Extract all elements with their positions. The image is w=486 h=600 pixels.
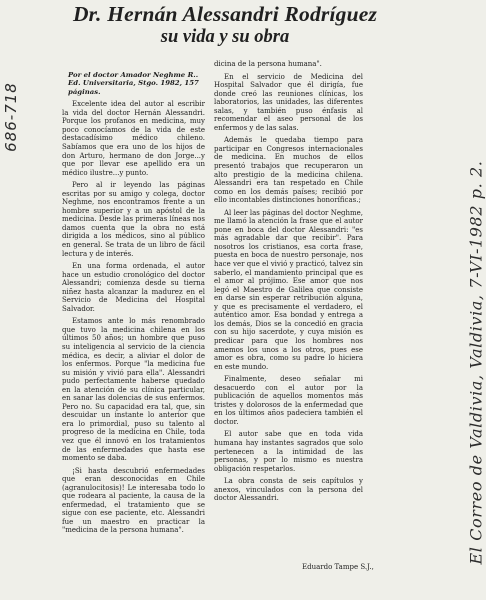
- paragraph: La obra consta de seis capítulos y anexos, vinculados con la persona del doctor Alessandri.: [214, 477, 363, 503]
- author-signature: Eduardo Tampe S.J.,: [302, 563, 374, 571]
- handwritten-catalog-number: 686-718: [1, 82, 20, 152]
- paragraph: En el servicio de Medicina del Hospital Salvador que él dirigía, fue donde creó las reuniones clínicas, los laboratorios, las unidades, las diferentes salas, y también puso énfasis al recomendar el aseo personal de los enfermos y de las salas.: [214, 72, 363, 132]
- paragraph: Pero al ir leyendo las páginas escritas por su amigo y colega, doctor Neghme, nos encontramos frente a un hombre superior y a un apóstol de la medicina. Desde las primeras líneas nos damos cuenta que la obra no está dirigida a los médicos, sino al público en general. Se trata de un libro de fácil lectura y de interés.: [62, 181, 205, 258]
- paragraph: En una forma ordenada, el autor hace un estudio cronológico del doctor Alessandri; comienza desde su tierna niñez hasta alcanzar la madurez en el Servicio de Medicina del Hospital Salvador.: [62, 262, 205, 313]
- paragraph: Finalmente, deseo señalar mi desacuerdo con el autor por la publicación de aquellos momentos más tristes y dolorosos de la enfermedad que en los últimos años padeciera también el doctor.: [214, 375, 363, 426]
- paragraph: dicina de la persona humana".: [214, 60, 322, 68]
- bibliographic-reference: Por el doctor Amador Neghme R.. Ed. Universitaria, Stgo. 1982, 157 páginas.: [68, 71, 199, 96]
- article-title: Dr. Hernán Alessandri Rodríguez: [72, 2, 378, 26]
- article-subtitle: su vida y su obra: [160, 27, 290, 47]
- paragraph: Al leer las páginas del doctor Neghme, me llamó la atención la frase que el autor pone en boca del doctor Alessandri: "es más agradable dar que recibir". Para nosotros los cristianos, esa corta frase, puesta en boca de nuestro personaje, nos hace ver que el vivió y practicó, talvez sin saberlo, el mandamiento principal que es el amor al prójimo. Ese amor que nos legó el Maestro de Galilea que consiste en darse sin esperar retribución alguna, y que es precisamente el verdadero, el auténtico amor. Esa bondad y entrega a los demás, Dios se la concedió en gracia con su hijo sacerdote, y cuya misión es predicar para que los hombres nos amemos los unos a los otros, pues ese amor es obra, como su padre lo hiciera en este mundo.: [214, 208, 363, 371]
- paragraph: Excelente idea del autor al escribir la vida del doctor Hernán Alessandri. Porque los profanos en medicina, muy poco conocíamos de la vida de este destacadísimo médico chileno. Sabíamos que era uno de los hijos de don Arturo, hermano de don Jorge...y que por llevar ese apellido era un médico ilustre...y punto.: [62, 100, 205, 177]
- paragraph: Estamos ante lo más renombrado que tuvo la medicina chilena en los últimos 50 años; un hombre que puso su inteligencia al servicio de la ciencia médica, es decir, a aliviar el dolor de los enfermos. Porque "la medicina fue su misión y vivió para ella". Alessandri pudo perfectamente haberse quedado en la atención de su clínica particular, en sanar las dolencias de sus enfermos. Pero no. Su capacidad era tal, que, sin descuidar un instante lo anterior que era lo primordial, puso su talento al progreso de la medicina en Chile, toda vez que él innovó en los tratamientos de las enfermedades que hasta ese momento se daba.: [62, 317, 205, 463]
- paragraph: El autor sabe que en toda vida humana hay instantes sagrados que solo pertenecen a la intimidad de las personas, y por lo mismo es nuestra obligación respetarlos.: [214, 430, 363, 473]
- handwritten-source-note: El Correo de Valdivia, Valdivia, 7-VI-1982 p. 2.: [466, 160, 486, 565]
- left-column: [62, 71, 205, 600]
- right-column: [214, 60, 363, 580]
- paragraph: ¡Si hasta descubrió enfermedades que eran desconocidas en Chile (agranulocitosis)! Le interesaba todo lo que rodeara al paciente, la causa de la enfermedad, el tratamiento que se sigue con ese paciente, etc. Alessandri fue un maestro en practicar la "medicina de la persona humana".: [62, 466, 205, 535]
- paragraph: Además le quedaba tiempo para participar en Congresos internacionales de medicina. En muchos de ellos presentó trabajos que recuperaron un alto prestigio de la medicina chilena. Alessandri era tan respetado en Chile como en los demás países; recibió por ello incontables distinciones honoríficas.;: [214, 136, 363, 205]
